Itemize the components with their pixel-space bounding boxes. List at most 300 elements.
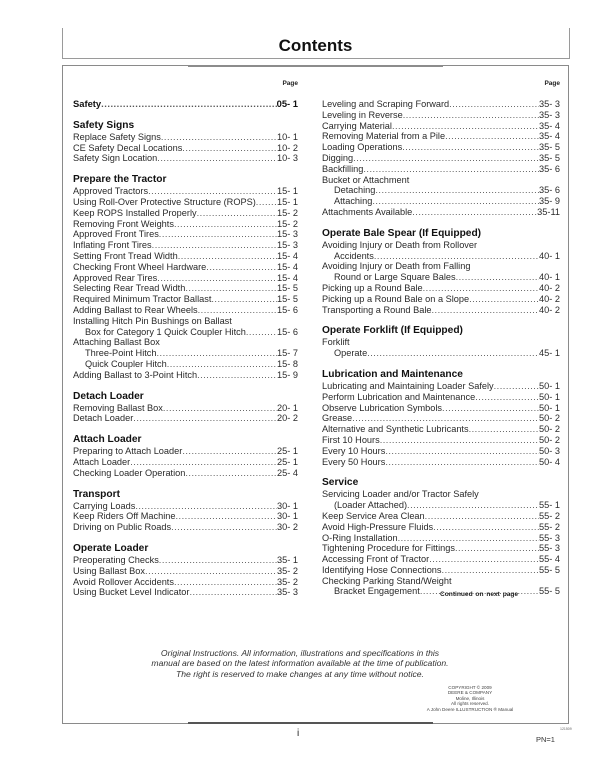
dot-leader bbox=[152, 240, 277, 251]
entry-label: Adding Ballast to Rear Wheels bbox=[73, 304, 198, 315]
toc-entry[interactable] bbox=[322, 457, 560, 468]
dot-leader bbox=[392, 121, 539, 132]
original-instructions-notice bbox=[100, 648, 500, 679]
dot-leader bbox=[412, 207, 537, 218]
entry-page: 55- 2 bbox=[539, 521, 560, 532]
toc-entry[interactable] bbox=[73, 370, 298, 381]
toc-entry[interactable] bbox=[322, 131, 560, 142]
entry-label: Servicing Loader and/or Tractor Safely bbox=[322, 489, 479, 500]
toc-entry[interactable] bbox=[322, 261, 560, 272]
entry-label: Backfilling bbox=[322, 163, 364, 174]
frame-top-accent bbox=[188, 65, 443, 67]
entry-label: Tightening Procedure for Fittings bbox=[322, 543, 455, 554]
dot-leader bbox=[429, 554, 539, 565]
entry-label: Approved Tractors bbox=[73, 186, 149, 197]
dot-leader bbox=[101, 99, 276, 110]
dot-leader bbox=[198, 305, 277, 316]
entry-label: Alternative and Synthetic Lubricants bbox=[322, 424, 469, 435]
toc-entry[interactable] bbox=[322, 424, 560, 435]
toc-entry[interactable] bbox=[322, 522, 560, 533]
entry-page: 35- 6 bbox=[539, 163, 560, 174]
entry-page: 55- 4 bbox=[539, 554, 560, 565]
entry-label: Using Roll-Over Protective Structure (ROPS) bbox=[73, 196, 256, 207]
dot-leader bbox=[407, 500, 539, 511]
toc-entry[interactable] bbox=[73, 337, 298, 348]
left-column bbox=[73, 78, 298, 598]
dot-leader bbox=[178, 251, 277, 262]
entry-label: Approved Front Tires bbox=[73, 229, 159, 240]
entry-label: Bracket Engagement bbox=[334, 586, 420, 597]
toc-entry[interactable] bbox=[73, 555, 298, 566]
dot-leader bbox=[352, 413, 539, 424]
entry-page: 50- 2 bbox=[539, 434, 560, 445]
entry-label: Forklift bbox=[322, 337, 350, 348]
dot-leader bbox=[160, 337, 298, 348]
toc-entry[interactable] bbox=[73, 305, 298, 316]
toc-entry[interactable] bbox=[73, 143, 298, 154]
dot-leader bbox=[163, 403, 277, 414]
entry-page: 15- 6 bbox=[277, 304, 298, 315]
toc-entry[interactable] bbox=[73, 501, 298, 512]
entry-label: Avoid Rollover Accidents bbox=[73, 576, 174, 587]
entry-label: Every 50 Hours bbox=[322, 456, 386, 467]
dot-leader bbox=[442, 403, 539, 414]
dot-leader bbox=[148, 186, 277, 197]
entry-label: Removing Ballast Box bbox=[73, 402, 163, 413]
toc-entry[interactable] bbox=[322, 283, 560, 294]
entry-page: 15- 2 bbox=[277, 218, 298, 229]
dot-leader bbox=[197, 208, 277, 219]
toc-entry[interactable] bbox=[73, 273, 298, 284]
page-number: i bbox=[297, 728, 300, 739]
toc-entry[interactable] bbox=[322, 121, 560, 132]
dot-leader bbox=[372, 196, 539, 207]
entry-page: 15- 6 bbox=[277, 326, 298, 337]
entry-label: Keep Service Area Clean bbox=[322, 510, 425, 521]
toc-entry[interactable] bbox=[73, 251, 298, 262]
entry-label: Checking Loader Operation bbox=[73, 467, 186, 478]
pn-label: PN=1 bbox=[536, 735, 555, 744]
section-heading[interactable]: Operate Forklift (If Equipped) bbox=[322, 325, 463, 337]
dot-leader bbox=[135, 501, 277, 512]
toc-entry[interactable] bbox=[322, 153, 560, 164]
dot-leader bbox=[479, 489, 560, 500]
entry-label: Lubricating and Maintaining Loader Safely bbox=[322, 380, 494, 391]
toc-entry[interactable] bbox=[73, 219, 298, 230]
dot-leader bbox=[171, 522, 277, 533]
toc-entry[interactable] bbox=[322, 446, 560, 457]
section-heading[interactable]: Safety Signs bbox=[73, 119, 135, 131]
entry-page: 15- 8 bbox=[277, 358, 298, 369]
entry-label: CE Safety Decal Locations bbox=[73, 142, 183, 153]
entry-label: Round or Large Square Bales bbox=[334, 272, 456, 283]
entry-label: Box for Category 1 Quick Coupler Hitch bbox=[85, 326, 246, 337]
section-heading[interactable]: Operate Bale Spear (If Equipped) bbox=[322, 227, 482, 239]
section-heading[interactable]: Operate Loader bbox=[73, 542, 149, 554]
entry-page: 20- 1 bbox=[277, 402, 298, 413]
toc-entry[interactable] bbox=[73, 511, 298, 522]
dot-leader bbox=[455, 543, 539, 554]
toc-entry[interactable] bbox=[322, 110, 560, 121]
dot-leader bbox=[385, 457, 539, 468]
operate-loader-continuation bbox=[322, 99, 560, 218]
entry-page: 55- 2 bbox=[539, 510, 560, 521]
entry-page: 40- 2 bbox=[539, 282, 560, 293]
dot-leader bbox=[157, 273, 277, 284]
entry-label: Removing Front Weights bbox=[73, 218, 174, 229]
copyright-line: All rights reserved. bbox=[450, 701, 490, 707]
toc-entry-safety[interactable] bbox=[73, 99, 298, 110]
toc-entry[interactable] bbox=[322, 207, 560, 218]
entry-page: 30- 2 bbox=[277, 522, 298, 533]
entry-label: Driving on Public Roads bbox=[73, 522, 172, 533]
toc-entry[interactable] bbox=[73, 468, 298, 479]
entry-label: Safety Sign Location bbox=[73, 153, 158, 164]
toc-entry[interactable] bbox=[73, 327, 298, 338]
toc-entry[interactable] bbox=[73, 359, 298, 370]
dot-leader bbox=[469, 424, 539, 435]
toc-entry[interactable] bbox=[322, 533, 560, 544]
entry-label: O-Ring Installation bbox=[322, 532, 398, 543]
dot-leader bbox=[425, 511, 539, 522]
entry-page: 15- 7 bbox=[277, 348, 298, 359]
toc-entry[interactable] bbox=[73, 587, 298, 598]
toc-entry[interactable] bbox=[322, 511, 560, 522]
toc-entry[interactable] bbox=[322, 392, 560, 403]
dot-leader bbox=[159, 555, 277, 566]
dot-leader bbox=[477, 240, 560, 251]
entry-label: First 10 Hours bbox=[322, 434, 380, 445]
dot-leader bbox=[189, 587, 277, 598]
entry-label: Checking Parking Stand/Weight bbox=[322, 575, 452, 586]
entry-page: 15- 5 bbox=[277, 283, 298, 294]
entry-label: (Loader Attached) bbox=[334, 500, 408, 511]
dot-leader bbox=[206, 262, 277, 273]
entry-label: Accidents bbox=[334, 250, 374, 261]
entry-page: 35- 5 bbox=[539, 142, 560, 153]
toc-entry[interactable] bbox=[322, 294, 560, 305]
entry-label: Inflating Front Tires bbox=[73, 240, 152, 251]
toc-entry[interactable] bbox=[322, 185, 560, 196]
section-heading[interactable]: Prepare the Tractor bbox=[73, 174, 167, 186]
dot-leader bbox=[350, 337, 560, 348]
toc-entry[interactable] bbox=[73, 186, 298, 197]
entry-page: 15- 4 bbox=[277, 272, 298, 283]
entry-label: Removing Material from a Pile bbox=[322, 131, 446, 142]
entry-label: Selecting Rear Tread Width bbox=[73, 283, 186, 294]
section-heading[interactable]: Detach Loader bbox=[73, 390, 144, 402]
section-heading[interactable]: Attach Loader bbox=[73, 434, 142, 446]
entry-label: Approved Rear Tires bbox=[73, 272, 158, 283]
entry-label: Installing Hitch Pin Bushings on Ballast bbox=[73, 315, 232, 326]
dot-leader bbox=[449, 99, 539, 110]
copyright-line: Moline, Illinois bbox=[455, 695, 485, 701]
toc-entry[interactable] bbox=[73, 348, 298, 359]
toc-entry[interactable] bbox=[73, 316, 298, 327]
entry-page: 45- 1 bbox=[539, 348, 560, 359]
toc-entry[interactable] bbox=[322, 196, 560, 207]
doc-code: 121509 bbox=[560, 727, 572, 731]
toc-entry[interactable] bbox=[73, 197, 298, 208]
entry-label: Preoperating Checks bbox=[73, 554, 159, 565]
toc-entry[interactable] bbox=[73, 240, 298, 251]
notice-line: Original Instructions. All information, illustrations and specifications in this bbox=[160, 648, 440, 658]
entry-page: 50- 1 bbox=[539, 402, 560, 413]
dot-leader bbox=[157, 153, 277, 164]
entry-label: Avoid High-Pressure Fluids bbox=[322, 521, 434, 532]
toc-entry[interactable] bbox=[73, 522, 298, 533]
toc-entry[interactable] bbox=[322, 576, 560, 587]
toc-entry[interactable] bbox=[73, 413, 298, 424]
toc-entry[interactable] bbox=[322, 142, 560, 153]
entry-page: 10- 1 bbox=[277, 131, 298, 142]
entry-page: 35- 3 bbox=[539, 99, 560, 109]
dot-leader bbox=[469, 294, 539, 305]
toc-entry[interactable] bbox=[73, 457, 298, 468]
entry-page: 30- 1 bbox=[277, 511, 298, 522]
toc-entry[interactable] bbox=[73, 153, 298, 164]
dot-leader bbox=[445, 131, 539, 142]
dot-leader bbox=[185, 283, 277, 294]
entry-page: 50- 2 bbox=[539, 413, 560, 424]
entry-label: Carrying Material bbox=[322, 120, 392, 131]
notice-line: The right is reserved to make changes at any time without notice. bbox=[176, 668, 424, 679]
entry-label: Using Ballast Box bbox=[73, 565, 146, 576]
entry-label: Three-Point Hitch bbox=[85, 348, 157, 359]
entry-page: 35- 4 bbox=[539, 131, 560, 142]
toc-entry[interactable] bbox=[322, 381, 560, 392]
toc-entry[interactable] bbox=[322, 337, 560, 348]
entry-page: 55- 5 bbox=[539, 564, 560, 575]
entry-label: Checking Front Wheel Hardware bbox=[73, 261, 207, 272]
entry-label: Keep Riders Off Machine bbox=[73, 511, 176, 522]
entry-page: 35- 9 bbox=[539, 196, 560, 207]
dot-leader bbox=[363, 164, 539, 175]
dot-leader bbox=[442, 565, 540, 576]
toc-entry[interactable] bbox=[322, 175, 560, 186]
entry-label: Carrying Loads bbox=[73, 500, 136, 511]
notice-line: manual are based on the latest information available at the time of publication. bbox=[151, 658, 449, 669]
entry-label: Keep ROPS Installed Properly bbox=[73, 207, 197, 218]
entry-label: Adding Ballast to 3-Point Hitch bbox=[73, 369, 198, 380]
entry-page: 55- 1 bbox=[539, 500, 560, 511]
dot-leader bbox=[185, 468, 277, 479]
entry-label: Attach Loader bbox=[73, 456, 131, 467]
entry-page: 35- 3 bbox=[277, 587, 298, 598]
dot-leader bbox=[353, 153, 539, 164]
page-column-header: Page bbox=[544, 80, 560, 87]
toc-entry[interactable] bbox=[73, 262, 298, 273]
right-column bbox=[322, 78, 560, 597]
dot-leader bbox=[403, 110, 539, 121]
dot-leader bbox=[182, 143, 277, 154]
entry-page: 35- 5 bbox=[539, 152, 560, 163]
toc-entry[interactable] bbox=[322, 403, 560, 414]
entry-page: 35- 1 bbox=[277, 554, 298, 565]
dot-leader bbox=[175, 511, 277, 522]
dot-leader bbox=[470, 261, 560, 272]
entry-label: Safety bbox=[73, 98, 102, 109]
entry-label: Leveling and Scraping Forward bbox=[322, 99, 450, 109]
entry-label: Perform Lubrication and Maintenance bbox=[322, 391, 476, 402]
right-sections bbox=[322, 228, 560, 598]
dot-leader bbox=[197, 370, 277, 381]
entry-page: 55- 3 bbox=[539, 543, 560, 554]
dot-leader bbox=[211, 294, 277, 305]
toc-entry[interactable] bbox=[322, 164, 560, 175]
continued-note: Continued on next page bbox=[440, 591, 519, 598]
entry-label: Required Minimum Tractor Ballast bbox=[73, 294, 212, 305]
entry-page: 35- 4 bbox=[539, 120, 560, 131]
toc-entry[interactable] bbox=[73, 294, 298, 305]
dot-leader bbox=[375, 185, 539, 196]
entry-page: 35-11 bbox=[537, 206, 560, 217]
entry-page: 15- 2 bbox=[277, 207, 298, 218]
entry-label: Attaching Ballast Box bbox=[73, 337, 160, 348]
dot-leader bbox=[385, 446, 539, 457]
dot-leader bbox=[133, 413, 277, 424]
entry-label: Loading Operations bbox=[322, 142, 403, 153]
section-heading[interactable]: Service bbox=[322, 477, 359, 489]
toc-entry[interactable] bbox=[322, 251, 560, 262]
entry-label: Identifying Hose Connections bbox=[322, 564, 442, 575]
entry-label: Using Bucket Level Indicator bbox=[73, 587, 190, 598]
dot-leader bbox=[256, 197, 277, 208]
left-sections bbox=[73, 120, 298, 598]
toc-entry[interactable] bbox=[73, 403, 298, 414]
entry-label: Avoiding Injury or Death from Falling bbox=[322, 261, 471, 272]
dot-leader bbox=[409, 175, 560, 186]
toc-entry[interactable] bbox=[322, 543, 560, 554]
frame-bottom-accent bbox=[188, 722, 433, 724]
dot-leader bbox=[398, 533, 539, 544]
copyright-line: COPYRIGHT © 2009 bbox=[448, 685, 492, 690]
entry-page: 40- 2 bbox=[539, 293, 560, 304]
copyright-line: DEERE & COMPANY bbox=[447, 690, 493, 696]
dot-leader bbox=[423, 283, 539, 294]
dot-leader bbox=[174, 219, 277, 230]
entry-label: Accessing Front of Tractor bbox=[322, 554, 430, 565]
copyright-block bbox=[410, 685, 530, 712]
entry-page: 25- 1 bbox=[277, 456, 298, 467]
dot-leader bbox=[367, 348, 539, 359]
entry-page: 55- 5 bbox=[539, 586, 560, 597]
entry-label: Picking up a Round Bale bbox=[322, 282, 423, 293]
dot-leader bbox=[452, 576, 560, 587]
entry-page: 50- 1 bbox=[539, 391, 560, 402]
dot-leader bbox=[494, 381, 539, 392]
entry-page: 25- 4 bbox=[277, 467, 298, 478]
toc-entry[interactable] bbox=[322, 240, 560, 251]
entry-label: Every 10 Hours bbox=[322, 445, 386, 456]
toc-entry[interactable] bbox=[322, 489, 560, 500]
entry-page: 15- 1 bbox=[277, 186, 298, 197]
entry-label: Detach Loader bbox=[73, 413, 134, 424]
toc-entry[interactable] bbox=[322, 305, 560, 316]
dot-leader bbox=[402, 142, 539, 153]
entry-page: 35- 2 bbox=[277, 576, 298, 587]
dot-leader bbox=[246, 327, 277, 338]
entry-label: Quick Coupler Hitch bbox=[85, 358, 167, 369]
toc-entry[interactable] bbox=[73, 208, 298, 219]
toc-entry[interactable] bbox=[73, 283, 298, 294]
entry-label: Bucket or Attachment bbox=[322, 174, 410, 185]
toc-entry[interactable] bbox=[322, 435, 560, 446]
entry-label: Detaching bbox=[334, 185, 376, 196]
toc-entry[interactable] bbox=[73, 229, 298, 240]
dot-leader bbox=[433, 522, 539, 533]
section-heading[interactable]: Lubrication and Maintenance bbox=[322, 368, 463, 380]
entry-page: 40- 2 bbox=[539, 304, 560, 315]
entry-page: 15- 3 bbox=[277, 229, 298, 240]
entry-page: 15- 1 bbox=[277, 196, 298, 207]
entry-page: 55- 3 bbox=[539, 532, 560, 543]
dot-leader bbox=[161, 132, 277, 143]
entry-label: Attaching bbox=[334, 196, 373, 207]
entry-page: 15- 9 bbox=[277, 369, 298, 380]
entry-page: 25- 1 bbox=[277, 446, 298, 457]
dot-leader bbox=[456, 272, 539, 283]
entry-label: Observe Lubrication Symbols bbox=[322, 402, 443, 413]
toc-entry[interactable] bbox=[322, 99, 560, 110]
dot-leader bbox=[475, 392, 539, 403]
toc-entry[interactable] bbox=[322, 413, 560, 424]
entry-label: Replace Safety Signs bbox=[73, 131, 161, 142]
toc-entry[interactable] bbox=[73, 566, 298, 577]
toc-entry[interactable] bbox=[322, 554, 560, 565]
toc-entry[interactable] bbox=[322, 565, 560, 576]
entry-label: Preparing to Attach Loader bbox=[73, 446, 183, 457]
section-heading[interactable]: Transport bbox=[73, 488, 120, 500]
toc-entry[interactable] bbox=[73, 132, 298, 143]
dot-leader bbox=[232, 316, 298, 327]
toc-entry[interactable] bbox=[322, 500, 560, 511]
toc-entry[interactable] bbox=[322, 348, 560, 359]
entry-page: 40- 1 bbox=[539, 250, 560, 261]
entry-page: 50- 2 bbox=[539, 424, 560, 435]
toc-entry[interactable] bbox=[73, 446, 298, 457]
dot-leader bbox=[431, 305, 539, 316]
entry-page: 50- 3 bbox=[539, 445, 560, 456]
entry-label: Transporting a Round Bale bbox=[322, 304, 432, 315]
entry-page: 05- 1 bbox=[276, 98, 298, 109]
toc-entry[interactable] bbox=[322, 272, 560, 283]
entry-label: Setting Front Tread Width bbox=[73, 250, 178, 261]
dot-leader bbox=[380, 435, 539, 446]
entry-label: Grease bbox=[322, 413, 353, 424]
dot-leader bbox=[157, 348, 278, 359]
entry-page: 20- 2 bbox=[277, 413, 298, 424]
entry-page: 15- 4 bbox=[277, 261, 298, 272]
dot-leader bbox=[174, 577, 277, 588]
entry-page: 10- 3 bbox=[277, 153, 298, 164]
entry-label: Picking up a Round Bale on a Slope bbox=[322, 293, 470, 304]
entry-page: 10- 2 bbox=[277, 142, 298, 153]
entry-page: 15- 4 bbox=[277, 250, 298, 261]
entry-page: 30- 1 bbox=[277, 500, 298, 511]
entry-label: Operate bbox=[334, 348, 368, 359]
page-title: Contents bbox=[278, 36, 353, 55]
entry-page: 35- 3 bbox=[539, 109, 560, 120]
entry-label: Attachments Available bbox=[322, 206, 413, 217]
entry-page: 50- 1 bbox=[539, 380, 560, 391]
entry-label: Leveling in Reverse bbox=[322, 109, 403, 120]
entry-page: 35- 2 bbox=[277, 565, 298, 576]
toc-entry[interactable] bbox=[73, 577, 298, 588]
entry-page: 40- 1 bbox=[539, 272, 560, 283]
entry-page: 15- 5 bbox=[277, 294, 298, 305]
page-column-header: Page bbox=[282, 80, 298, 87]
